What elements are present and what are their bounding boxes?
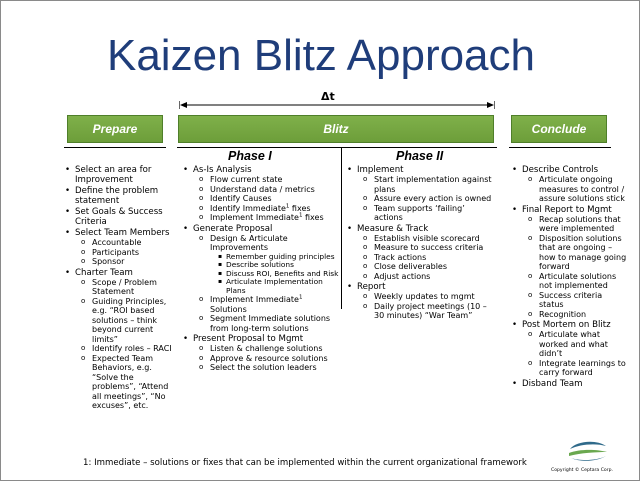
list-subitem: o Success criteria status — [528, 291, 627, 310]
list-subitem: o Close deliverables — [363, 262, 495, 272]
phase-separator — [341, 147, 342, 309]
list-subitem: o Measure to success criteria — [363, 243, 495, 253]
list-subitem: o Establish visible scorecard — [363, 234, 495, 244]
phase-1-header: Phase I — [228, 149, 272, 163]
list-item: • Implement o Start implementation against plans o Assure every action is owned o Team supports ‘failing’ actions — [347, 165, 495, 223]
phase-box-prepare: Prepare — [67, 115, 163, 143]
list-subitem: o Integrate learnings to carry forward — [528, 359, 627, 378]
list-subitem: o Daily project meetings (10 – 30 minutes) “War Team” — [363, 302, 495, 321]
list-item: • Report o Weekly updates to mgmt o Daily project meetings (10 – 30 minutes) “War Team” — [347, 282, 495, 321]
list-subitem: o Weekly updates to mgmt — [363, 292, 495, 302]
list-subitem: o Scope / Problem Statement — [81, 278, 175, 297]
list-subitem: o Identify Causes — [199, 194, 339, 204]
list-subitem: o Articulate ongoing measures to control / assure solutions stick — [528, 175, 627, 204]
list-item: • Select an area for Improvement — [65, 165, 175, 185]
list-subsubitem: ▪ Describe solutions — [218, 261, 339, 270]
list-subitem: o Adjust actions — [363, 272, 495, 282]
list-subitem: o Recognition — [528, 310, 627, 320]
list-item: • Post Mortem on Blitz o Articulate what worked and what didn’t o Integrate learnings to carry forward — [512, 320, 627, 378]
list-subitem: o Flow current state — [199, 175, 339, 185]
list-subitem: o Start implementation against plans — [363, 175, 495, 194]
delta-t-label: Δt — [321, 90, 335, 103]
list-subitem: o Approve & resource solutions — [199, 354, 339, 364]
footnote: 1: Immediate – solutions or fixes that can be implemented within the current organizational framework — [83, 458, 527, 468]
slide-title: Kaizen Blitz Approach — [106, 31, 536, 80]
list-subitem: o Expected Team Behaviors, e.g. “Solve the problems”, “Attend all meetings”, “No excuses”, etc. — [81, 354, 175, 411]
list-item: • Final Report to Mgmt o Recap solutions that were implemented o Disposition solutions that are ongoing – how to manage going forward o Articulate solutions not implemented o Success criteria status o Recognition — [512, 205, 627, 320]
list-subitem: o Implement Immediate$^1$ fixes — [199, 213, 339, 223]
list-item: • Charter Team o Scope / Problem Statement o Guiding Principles, e.g. “ROI based solutions – think beyond current limits” o Identify roles – RACI o Expected Team Behaviors, e.g. “Solve the problems”, “Attend all meetings”, “No excuses”, etc. — [65, 268, 175, 411]
list-subitem: o Identify roles – RACI — [81, 344, 175, 354]
phase-box-blitz: Blitz — [178, 115, 494, 143]
list-item: • Set Goals & Success Criteria — [65, 207, 175, 227]
list-subitem: o Articulate what worked and what didn’t — [528, 330, 627, 359]
list-subitem: o Accountable — [81, 238, 175, 248]
list-item: • Select Team Members o Accountable o Participants o Sponsor — [65, 228, 175, 267]
divider-conclude — [509, 147, 611, 148]
list-subitem: o Segment Immediate solutions from long-term solutions — [199, 314, 339, 333]
list-subitem: o Guiding Principles, e.g. “ROI based solutions – think beyond current limits” — [81, 297, 175, 345]
list-item: • Measure & Track o Establish visible scorecard o Measure to success criteria o Track actions o Close deliverables o Adjust actions — [347, 224, 495, 282]
divider-prepare — [64, 147, 166, 148]
list-item: • Define the problem statement — [65, 186, 175, 206]
list-subitem: o Disposition solutions that are ongoing – how to manage going forward — [528, 234, 627, 272]
list-subitem: o Understand data / metrics — [199, 185, 339, 195]
list-subitem: o Recap solutions that were implemented — [528, 215, 627, 234]
phase-box-conclude: Conclude — [511, 115, 607, 143]
list-subitem: o Assure every action is owned — [363, 194, 495, 204]
list-subsubitem: ▪ Discuss ROI, Benefits and Risk — [218, 270, 339, 279]
list-item: • Generate Proposal o Design & Articulate Improvements ▪ Remember guiding principles ▪ Describe solutions ▪ Discuss ROI, Benefits and Risk ▪ Articulate Implementation Plans o Implement Immediate$^1$ Solutions o Segment Immediate solutions from long-term solutions — [183, 224, 339, 334]
list-subitem: o Identify Immediate$^1$ fixes — [199, 204, 339, 214]
list-item: • As-Is Analysis o Flow current state o Understand data / metrics o Identify Causes o Identify Immediate$^1$ fixes o Implement Immediate$^1$ fixes — [183, 165, 339, 223]
list-subsubitem: ▪ Remember guiding principles — [218, 253, 339, 262]
list-subitem: o Design & Articulate Improvements ▪ Remember guiding principles ▪ Describe solutions ▪ Discuss ROI, Benefits and Risk ▪ Articulate Implementation Plans — [199, 234, 339, 296]
list-subitem: o Listen & challenge solutions — [199, 344, 339, 354]
list-subitem: o Articulate solutions not implemented — [528, 272, 627, 291]
prepare-column — [65, 165, 175, 412]
list-item: • Disband Team — [512, 379, 627, 389]
list-item: • Present Proposal to Mgmt o Listen & challenge solutions o Approve & resource solutions o Select the solution leaders — [183, 334, 339, 373]
list-subitem: o Select the solution leaders — [199, 363, 339, 373]
list-subitem: o Team supports ‘failing’ actions — [363, 204, 495, 223]
conclude-column — [512, 165, 627, 390]
phase-1-column — [183, 165, 339, 374]
divider-blitz — [177, 147, 497, 148]
phase-2-column — [347, 165, 495, 322]
list-subitem: o Track actions — [363, 253, 495, 263]
list-subitem: o Sponsor — [81, 257, 175, 267]
list-subitem: o Participants — [81, 248, 175, 258]
list-item: • Describe Controls o Articulate ongoing measures to control / assure solutions stick — [512, 165, 627, 204]
list-subsubitem: ▪ Articulate Implementation Plans — [218, 278, 339, 295]
phase-2-header: Phase II — [396, 149, 444, 163]
timeline-arrow — [179, 101, 495, 109]
list-subitem: o Implement Immediate$^1$ Solutions — [199, 295, 339, 314]
copyright-text: Copyright © Ceptara Corp. — [551, 468, 613, 473]
ceptara-logo-icon — [566, 439, 610, 463]
